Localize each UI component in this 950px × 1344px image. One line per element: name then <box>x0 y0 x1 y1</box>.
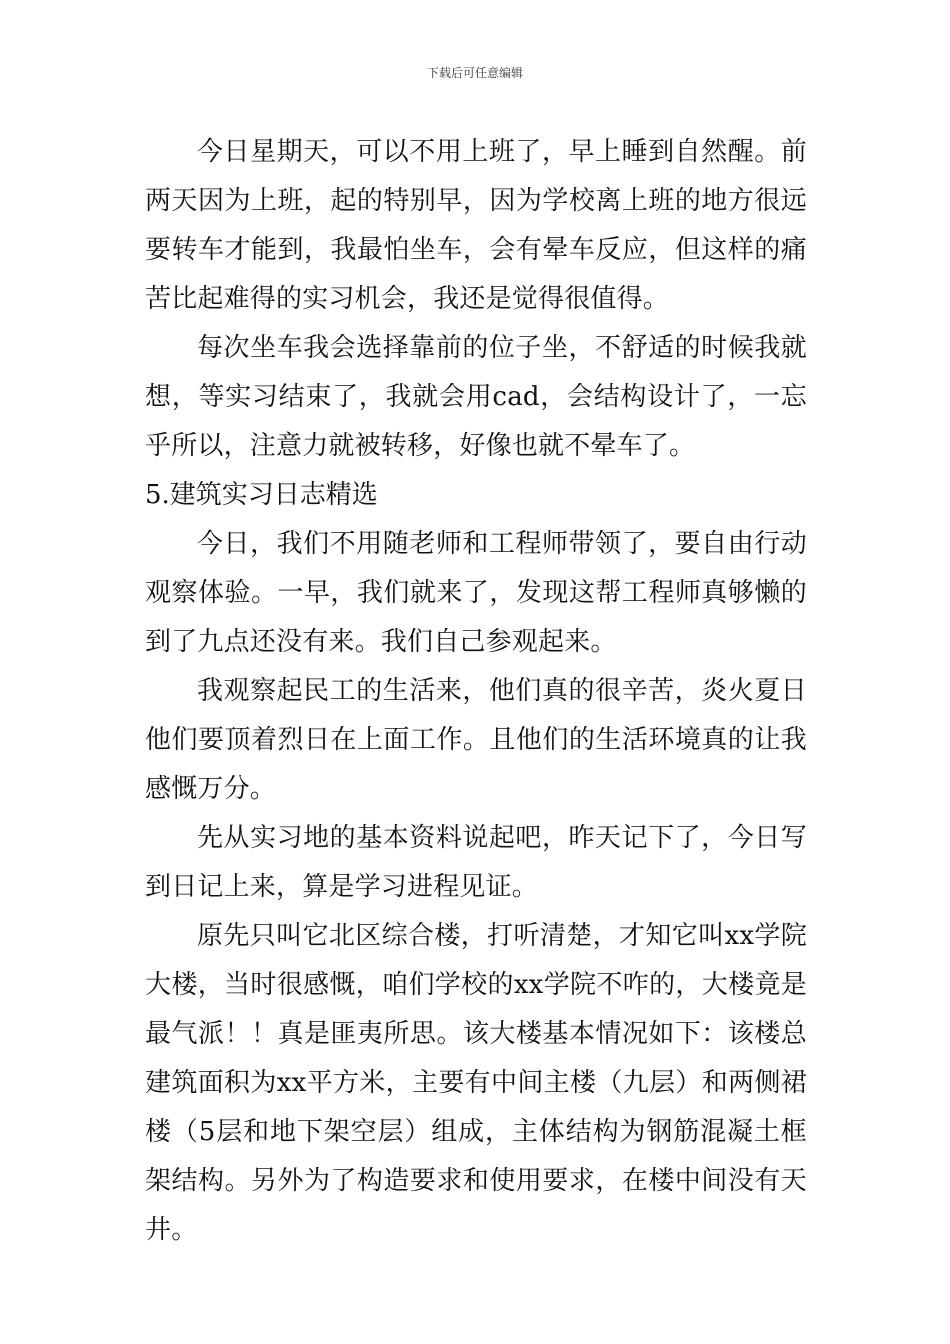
paragraph-day-off: 今日星期天，可以不用上班了，早上睡到自然醒。前两天因为上班，起的特别早，因为学校离上班的地方很远要转车才能到，我最怕坐车，会有晕车反应，但这样的痛苦比起难得的实习机会，我还是觉得很值得。 <box>145 137 807 314</box>
paragraph-site-info-intro: 先从实习地的基本资料说起吧，昨天记下了，今日写到日记上来，算是学习进程见证。 <box>145 823 807 902</box>
paragraph-building-details: 原先只叫它北区综合楼，打听清楚，才知它叫xx学院大楼，当时很感慨，咱们学校的xx学院不咋的，大楼竟是最气派！！真是匪夷所思。该大楼基本情况如下：该楼总建筑面积为xx平方米，主要有中间主楼（九层）和两侧裙楼（5层和地下架空层）组成，主体结构为钢筋混凝土框架结构。另外为了构造要求和使用要求，在楼中间没有天井。 <box>145 921 807 1245</box>
document-body <box>145 128 807 1255</box>
paragraph-workers-life: 我观察起民工的生活来，他们真的很辛苦，炎火夏日他们要顶着烈日在上面工作。且他们的生活环境真的让我感慨万分。 <box>145 676 807 804</box>
paragraph-free-observation: 今日，我们不用随老师和工程师带领了，要自由行动观察体验。一早，我们就来了，发现这帮工程师真够懒的到了九点还没有来。我们自己参观起来。 <box>145 529 807 657</box>
page-header: 下载后可任意编辑 <box>426 66 523 80</box>
paragraph-bus-ride: 每次坐车我会选择靠前的位子坐，不舒适的时候我就想，等实习结束了，我就会用cad，会结构设计了，一忘乎所以，注意力就被转移，好像也就不晕车了。 <box>145 333 807 461</box>
section-heading: 5.建筑实习日志精选 <box>145 480 378 510</box>
